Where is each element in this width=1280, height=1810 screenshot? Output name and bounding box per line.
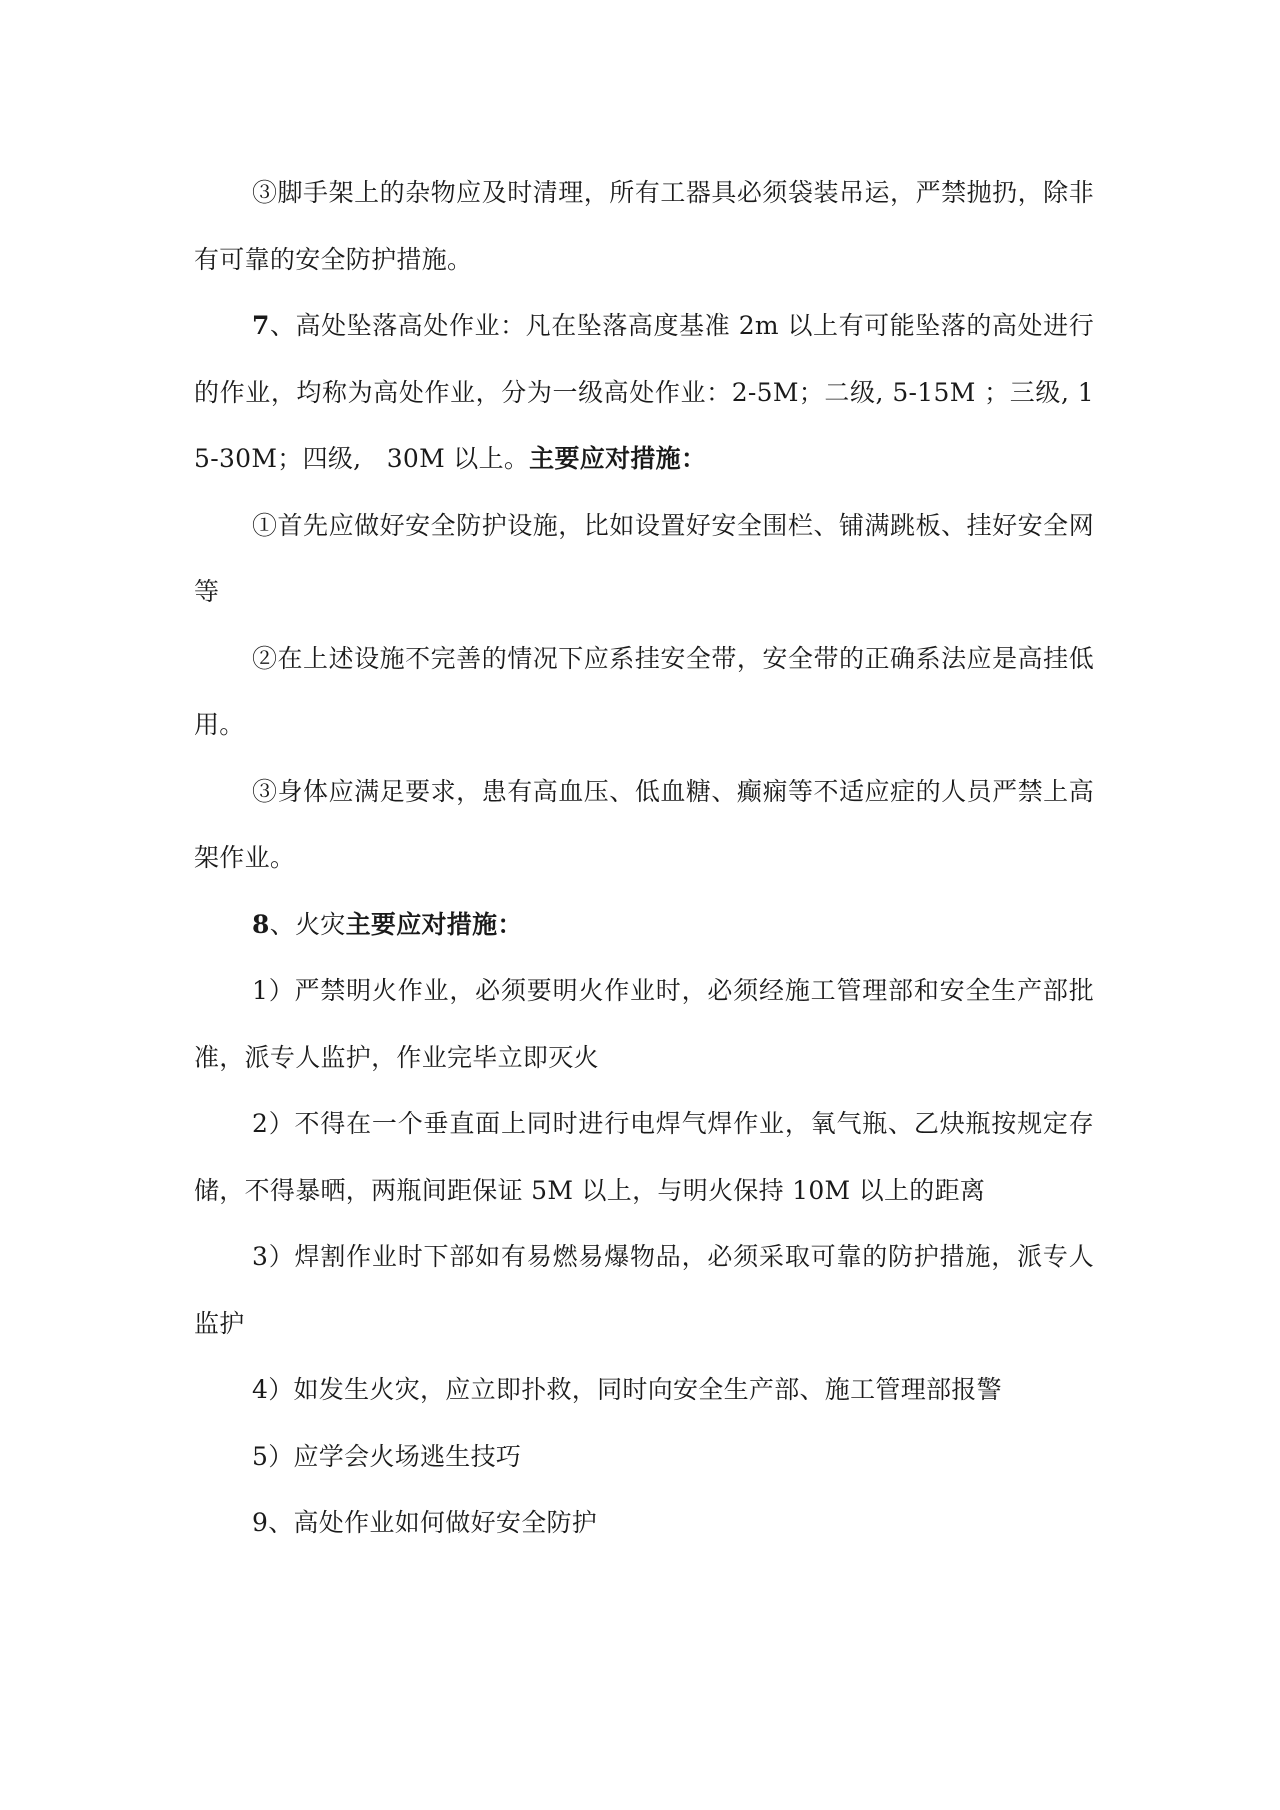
bold-heading: 主要应对措施： (529, 444, 707, 473)
paragraph-text: ②在上述设施不完善的情况下应系挂安全带，安全带的正确系法应是高挂低用。 (194, 643, 1094, 739)
paragraph-safety-belt (194, 626, 1094, 759)
section-number: 8 (252, 909, 270, 939)
section-number: 7 (252, 311, 270, 340)
paragraph-text: ①首先应做好安全防护设施，比如设置好安全围栏、铺满跳板、挂好安全网等 (194, 510, 1094, 606)
paragraph-text: 5）应学会火场逃生技巧 (252, 1441, 522, 1471)
paragraph-text: 、高处坠落高处作业：凡在坠落高度基准 2m 以上有可能坠落的高处进行的作业，均称为高处作业，分为一级高处作业：2-5M；二级, 5-15M ；三级, 15-30M；四级, 30M 以上。 (194, 311, 1094, 473)
paragraph-text: 4）如发生火灾，应立即扑救，同时向安全生产部、施工管理部报警 (252, 1375, 1002, 1404)
paragraph-text: 、火灾 (269, 909, 346, 939)
paragraph-health-requirements (194, 759, 1094, 892)
paragraph-fire (194, 892, 1094, 959)
paragraph-height-protection (194, 1490, 1094, 1557)
paragraph-text: 3）焊割作业时下部如有易燃易爆物品，必须采取可靠的防护措施，派专人监护 (194, 1242, 1094, 1338)
bold-heading: 主要应对措施： (345, 909, 523, 939)
document-body (194, 160, 1094, 1557)
paragraph-text: 9、高处作业如何做好安全防护 (252, 1508, 598, 1537)
paragraph-safety-facilities (194, 493, 1094, 626)
paragraph-text: 2）不得在一个垂直面上同时进行电焊气焊作业，氧气瓶、乙炔瓶按规定存储，不得暴晒，两瓶间距保证 5M 以上，与明火保持 10M 以上的距离 (194, 1109, 1094, 1205)
paragraph-fire-item-1 (194, 958, 1094, 1091)
paragraph-fire-item-4 (194, 1357, 1094, 1424)
paragraph-text: ③脚手架上的杂物应及时清理，所有工器具必须袋装吊运，严禁抛扔，除非有可靠的安全防护措施。 (194, 178, 1094, 274)
paragraph-fire-item-3 (194, 1224, 1094, 1357)
paragraph-text: 1）严禁明火作业，必须要明火作业时，必须经施工管理部和安全生产部批准，派专人监护，作业完毕立即灭火 (194, 976, 1094, 1072)
paragraph-scaffold-debris (194, 160, 1094, 293)
paragraph-fire-item-5 (194, 1424, 1094, 1491)
paragraph-text: ③身体应满足要求，患有高血压、低血糖、癫痫等不适应症的人员严禁上高架作业。 (194, 776, 1094, 872)
paragraph-fall-from-height (194, 293, 1094, 493)
paragraph-fire-item-2 (194, 1091, 1094, 1224)
